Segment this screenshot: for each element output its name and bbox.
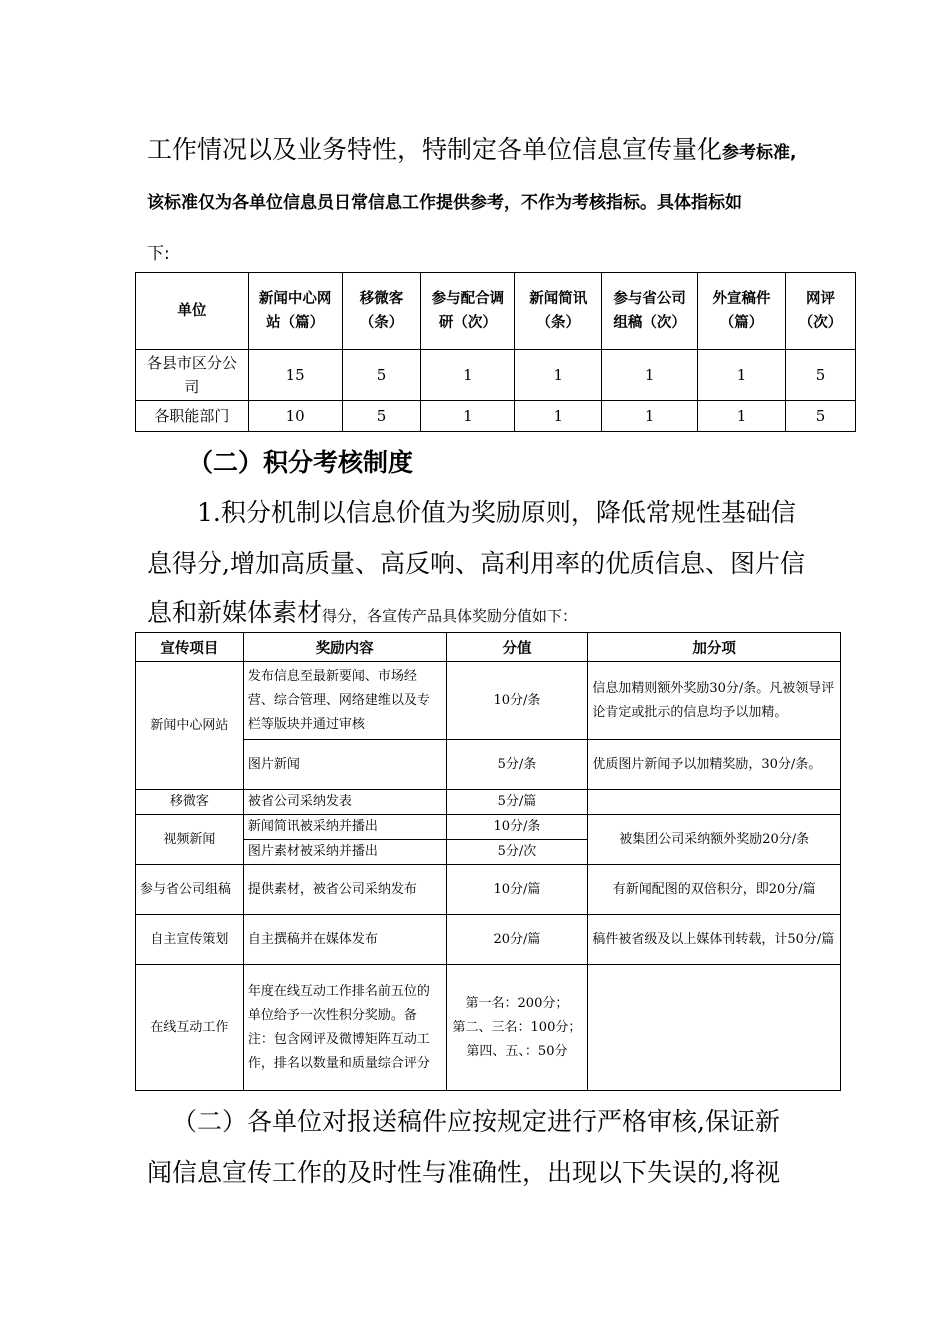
points-table	[135, 632, 841, 1091]
cell-content: 提供素材，被省公司采纳发布	[243, 865, 446, 915]
cell-content: 图片新闻	[243, 740, 446, 790]
cell-value: 5	[785, 401, 855, 432]
header-item: 宣传项目	[136, 633, 244, 662]
cell-content: 年度在线互动工作排名前五位的单位给予一次性积分奖励。备注：包含网评及微博矩阵互动工作，排名以数量和质量综合评分	[243, 965, 446, 1091]
intro-line-2: 该标准仅为各单位信息员日常信息工作提供参考，不作为考核指标。具体指标如	[147, 193, 742, 213]
cell-value: 10	[248, 401, 342, 432]
score-second-third: 第二、三名：100分；	[452, 1019, 582, 1035]
cell-item: 视频新闻	[136, 815, 244, 865]
cell-score: 5分/篇	[446, 790, 588, 815]
table-row	[136, 915, 841, 965]
table-row	[136, 965, 841, 1091]
cell-bonus: 有新闻配图的双倍积分，即20分/篇	[588, 865, 841, 915]
header-brief: 新闻简讯（条）	[515, 273, 602, 350]
header-ywk: 移微客（条）	[342, 273, 421, 350]
cell-bonus: 信息加精则额外奖励30分/条。凡被领导评论肯定或批示的信息均予以加精。	[588, 662, 841, 740]
cell-content: 图片素材被采纳并播出	[243, 840, 446, 865]
header-research: 参与配合调研（次）	[421, 273, 515, 350]
cell-content: 发布信息至最新要闻、市场经营、综合管理、网络建维以及专栏等版块并通过审核	[243, 662, 446, 740]
cell-item: 移微客	[136, 790, 244, 815]
cell-value: 1	[698, 401, 786, 432]
points-line-3-tail: 得分，各宣传产品具体奖励分值如下：	[322, 607, 578, 625]
header-news-site: 新闻中心网站（篇）	[248, 273, 342, 350]
cell-unit: 各县市区分公司	[136, 350, 249, 401]
intro-line-3: 下:	[147, 244, 170, 264]
points-header-row	[136, 633, 841, 662]
intro-line-1-text: 工作情况以及业务特性，特制定各单位信息宣传量化	[147, 135, 723, 164]
table-row	[136, 350, 856, 401]
cell-value: 5	[342, 401, 421, 432]
quota-header-row	[136, 273, 856, 350]
header-unit: 单位	[136, 273, 249, 350]
table-row	[136, 401, 856, 432]
quota-table	[135, 272, 856, 432]
table-row	[136, 662, 841, 740]
cell-value: 1	[515, 401, 602, 432]
points-line-3-text: 息和新媒体素材	[147, 598, 323, 627]
points-line-1: 1.积分机制以信息价值为奖励原则，降低常规性基础信	[197, 498, 796, 527]
cell-score: 10分/条	[446, 815, 588, 840]
cell-bonus	[588, 790, 841, 815]
cell-item: 参与省公司组稿	[136, 865, 244, 915]
header-province: 参与省公司组稿（次）	[602, 273, 698, 350]
cell-score: 5分/条	[446, 740, 588, 790]
cell-score: 5分/次	[446, 840, 588, 865]
cell-value: 5	[342, 350, 421, 401]
section-title: （二）积分考核制度	[188, 448, 414, 477]
cell-bonus: 优质图片新闻予以加精奖励，30分/条。	[588, 740, 841, 790]
cell-bonus	[588, 965, 841, 1091]
cell-value: 1	[515, 350, 602, 401]
cell-value: 1	[421, 401, 515, 432]
header-review: 网评（次）	[785, 273, 855, 350]
cell-score: 10分/条	[446, 662, 588, 740]
table-row	[136, 865, 841, 915]
cell-bonus: 稿件被省级及以上媒体刊转载，计50分/篇	[588, 915, 841, 965]
cell-item: 新闻中心网站	[136, 662, 244, 790]
points-line-2: 息得分,增加高质量、高反响、高利用率的优质信息、图片信	[147, 549, 805, 578]
cell-content: 新闻简讯被采纳并播出	[243, 815, 446, 840]
cell-bonus: 被集团公司采纳额外奖励20分/条	[588, 815, 841, 865]
cell-score: 20分/篇	[446, 915, 588, 965]
intro-line-1	[147, 130, 796, 166]
header-external: 外宣稿件（篇）	[698, 273, 786, 350]
score-first: 第一名：200分；	[465, 995, 569, 1011]
review-line-1: （二）各单位对报送稿件应按规定进行严格审核,保证新	[172, 1107, 780, 1136]
intro-line-1-tail: 参考标准,	[722, 143, 797, 163]
cell-value: 1	[602, 350, 698, 401]
cell-value: 15	[248, 350, 342, 401]
table-row	[136, 790, 841, 815]
cell-item: 自主宣传策划	[136, 915, 244, 965]
cell-value: 5	[785, 350, 855, 401]
header-content: 奖励内容	[243, 633, 446, 662]
cell-item: 在线互动工作	[136, 965, 244, 1091]
table-row	[136, 815, 841, 840]
cell-value: 1	[698, 350, 786, 401]
cell-score: 10分/篇	[446, 865, 588, 915]
header-score: 分值	[446, 633, 588, 662]
points-line-3	[147, 593, 577, 629]
cell-value: 1	[421, 350, 515, 401]
cell-score	[446, 965, 588, 1091]
header-bonus: 加分项	[588, 633, 841, 662]
cell-value: 1	[602, 401, 698, 432]
cell-content: 被省公司采纳发表	[243, 790, 446, 815]
review-line-2: 闻信息宣传工作的及时性与准确性，出现以下失误的,将视	[147, 1158, 780, 1187]
score-fourth-fifth: 第四、五、：50分	[466, 1043, 568, 1059]
cell-content: 自主撰稿并在媒体发布	[243, 915, 446, 965]
cell-unit: 各职能部门	[136, 401, 249, 432]
